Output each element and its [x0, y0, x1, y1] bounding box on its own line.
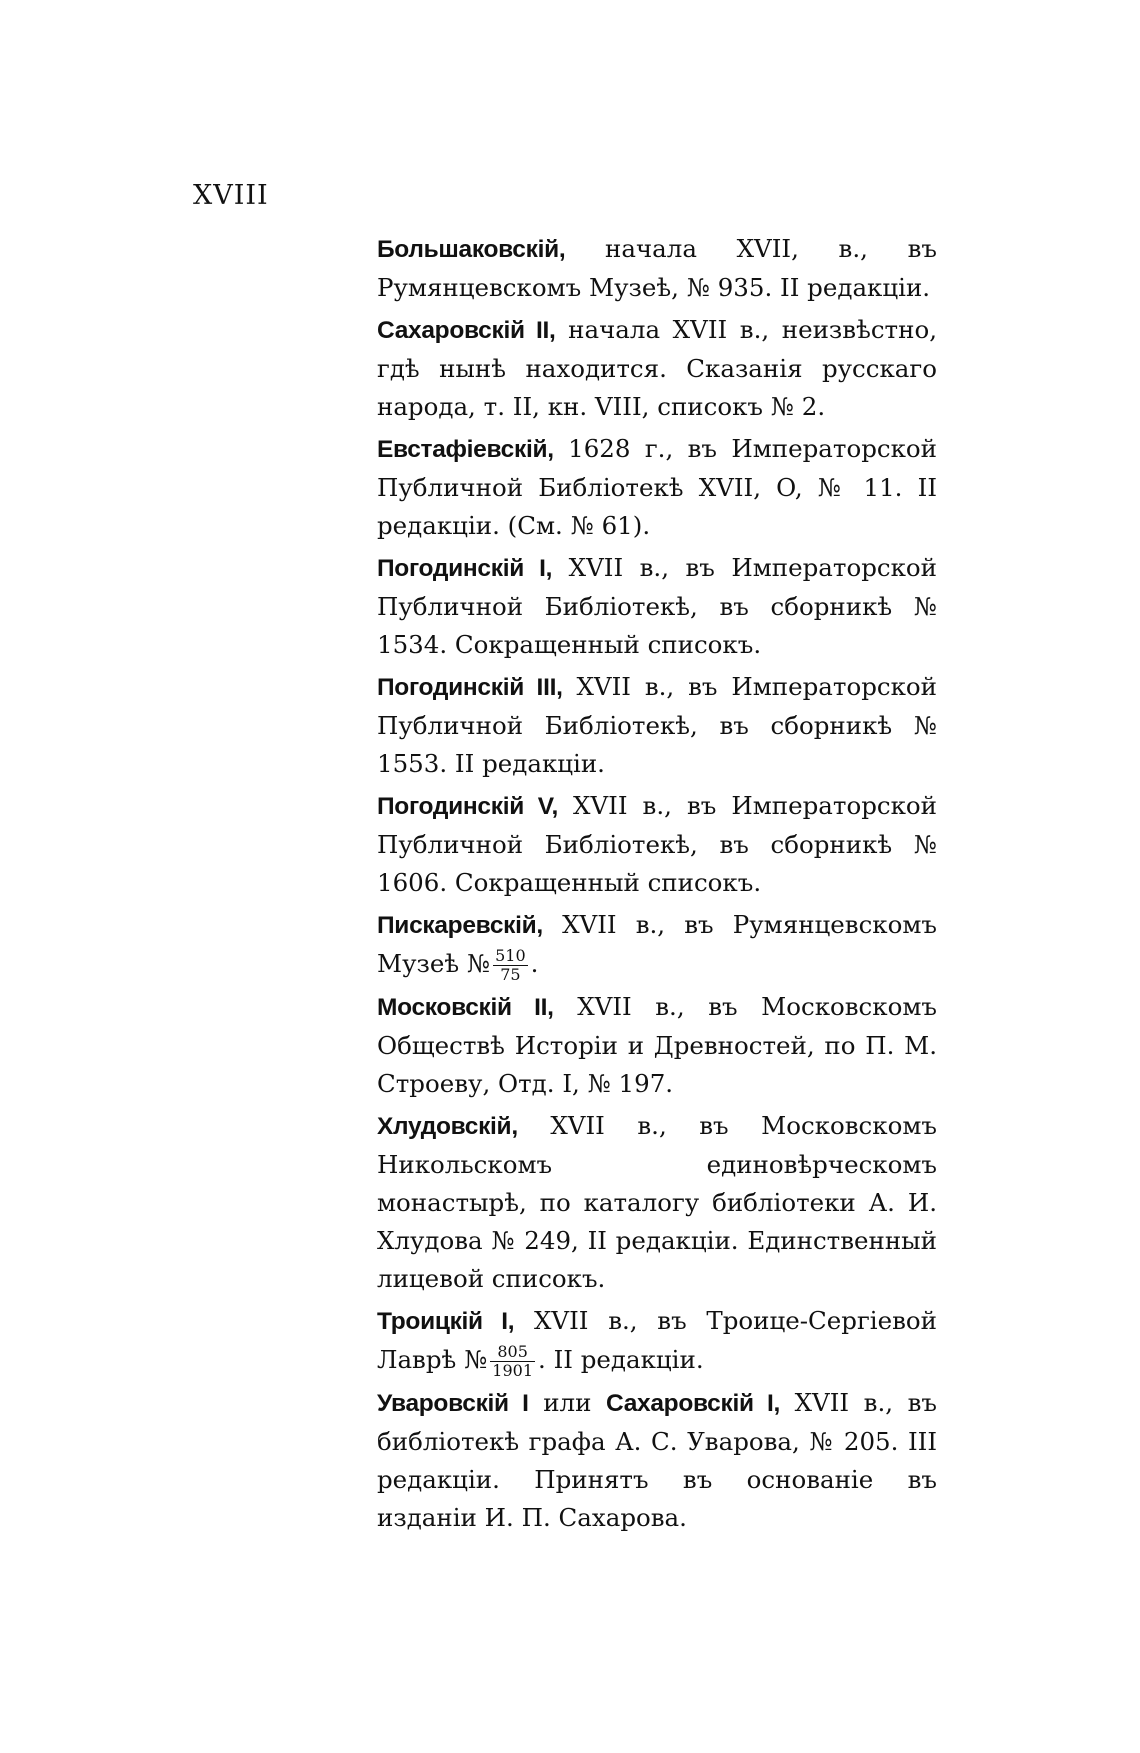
manuscript-name: Уваровскій I [377, 1390, 529, 1417]
manuscript-name: Погодинскій V, [377, 793, 559, 820]
entry-text-end: . [530, 949, 539, 978]
manuscript-name: Евстафіевскій, [377, 436, 554, 463]
entry-text: начала XVII в., неизвѣстно, гдѣ нынѣ находится. Сказанія русскаго народа, т. II, кн. VIII, списокъ № 2. [377, 315, 937, 421]
manuscript-name: Пискаревскій, [377, 912, 543, 939]
entry-text: XVII в., въ библіотекѣ графа А. С. Уварова, № 205. III редакціи. Принятъ въ основаніе въ изданіи И. П. Сахарова. [377, 1388, 937, 1532]
manuscript-name: Погодинскій I, [377, 555, 553, 582]
manuscript-name: Погодинскій III, [377, 674, 563, 701]
entry-text: XVII в., въ Московскомъ Никольскомъ единовѣрческомъ монастырѣ, по каталогу библіотеки А. И. Хлудова № 249, II редакціи. Единственный лицевой списокъ. [377, 1111, 937, 1293]
entry-text: XVII в., въ Императорской Публичной Библіотекѣ, въ сборникѣ № 1606. Сокращенный списокъ. [377, 791, 937, 897]
entry-text-end: . II редакціи. [538, 1345, 704, 1374]
catalog-fraction [490, 1343, 535, 1380]
catalog-fraction [493, 947, 528, 984]
entry-text: XVII в., въ Императорской Публичной Библіотекѣ, въ сборникѣ № 1553. II редакціи. [377, 672, 937, 778]
manuscript-name: Московскій II, [377, 994, 554, 1021]
fraction-numerator: 510 [495, 946, 526, 965]
manuscript-name: Троицкій I, [377, 1308, 515, 1335]
entry-conjunction: или [543, 1388, 592, 1417]
manuscript-name: Сахаровскій II, [377, 317, 556, 344]
entry-text: XVII в., въ Румянцевскомъ Музеѣ № [377, 910, 937, 978]
fraction-denominator: 75 [500, 965, 521, 984]
entry-text: XVII в., въ Московскомъ Обществѣ Исторіи и Древностей, по П. М. Строеву, Отд. I, № 197. [377, 992, 937, 1098]
manuscript-name: Большаковскій, [377, 236, 566, 263]
entry-text: XVII в., въ Троице-Сергіевой Лаврѣ № [377, 1306, 937, 1374]
page-number: XVIII [193, 180, 269, 211]
manuscript-name-alt: Сахаровскій I, [606, 1390, 781, 1417]
fraction-denominator: 1901 [492, 1361, 533, 1380]
manuscript-name: Хлудовскій, [377, 1113, 518, 1140]
fraction-numerator: 805 [490, 1343, 535, 1362]
entry-text: XVII в., въ Императорской Публичной Библіотекѣ, въ сборникѣ № 1534. Сокращенный списокъ. [377, 553, 937, 659]
entry-text: начала XVII, в., въ Румянцевскомъ Музеѣ, № 935. II редакціи. [377, 234, 937, 302]
entry-text: 1628 г., въ Императорской Публичной Библіотекѣ XVII, O, № 11. II редакціи. (См. № 61). [377, 434, 937, 540]
